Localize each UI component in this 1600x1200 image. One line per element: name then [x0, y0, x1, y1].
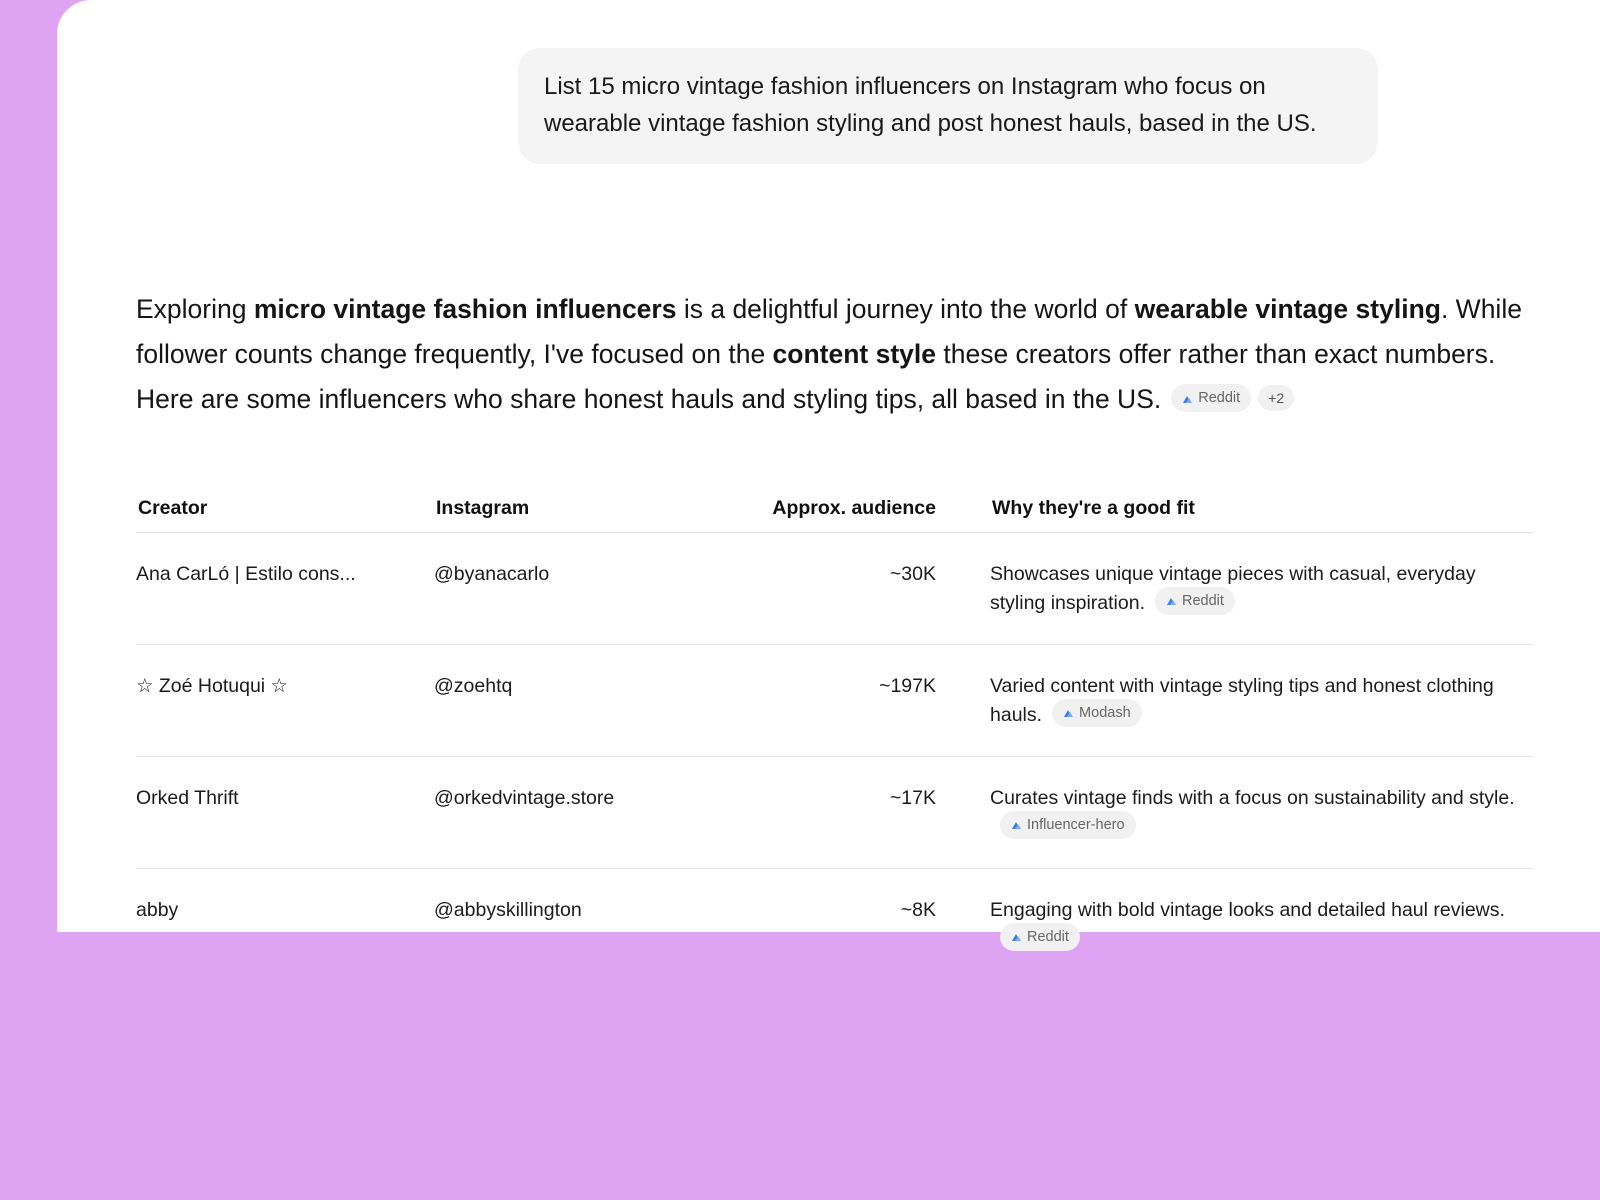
source-favicon-icon — [1012, 932, 1021, 941]
more-sources-chip[interactable]: +2 — [1258, 385, 1294, 411]
audience-cell: ~8K — [900, 899, 936, 921]
source-favicon-icon — [1183, 394, 1192, 403]
why-text: Showcases unique vintage pieces with casual, everyday styling inspiration. — [990, 563, 1476, 614]
table-row — [136, 757, 1533, 869]
header-why: Why they're a good fit — [990, 470, 1533, 533]
creator-cell: ☆ Zoé Hotuqui ☆ — [136, 645, 434, 757]
chat-panel — [57, 0, 1600, 945]
instagram-cell: @byanacarlo — [434, 533, 734, 645]
header-instagram: Instagram — [434, 470, 734, 533]
intro-paragraph — [136, 287, 1556, 422]
source-favicon-icon — [1167, 596, 1176, 605]
why-cell — [990, 757, 1533, 869]
source-chip[interactable] — [1052, 699, 1142, 727]
why-text: Varied content with vintage styling tips and honest clothing hauls. — [990, 675, 1494, 726]
header-audience: Approx. audience — [734, 470, 990, 533]
instagram-cell: @orkedvintage.store — [434, 757, 734, 869]
creator-cell: abby — [136, 899, 179, 921]
intro-text-4: these creators offer rather than exact numbers. Here are some influencers who share honest hauls and styling tips, all based in the US. — [136, 339, 1496, 414]
table-row — [136, 533, 1533, 645]
user-message-bubble — [518, 48, 1378, 164]
source-chip[interactable] — [1000, 811, 1136, 839]
source-favicon-icon — [1064, 708, 1073, 717]
table-row — [136, 645, 1533, 757]
why-text: Engaging with bold vintage looks and detailed haul reviews. — [990, 899, 1505, 921]
audience-cell: ~197K — [734, 645, 990, 757]
intro-bold-1: micro vintage fashion influencers — [253, 294, 677, 324]
header-creator: Creator — [136, 470, 434, 533]
source-chip-label: Modash — [1079, 704, 1131, 721]
creator-cell: Ana CarLó | Estilo cons... — [136, 533, 434, 645]
intro-text-3: . While follower counts change frequently, I've focused on the — [136, 294, 1522, 369]
intro-bold-3: content style — [772, 339, 936, 369]
source-chip-label: Influencer-hero — [1027, 816, 1125, 833]
user-message-text: List 15 micro vintage fashion influencers on Instagram who focus on wearable vintage fashion styling and post honest hauls, based in the US. — [544, 73, 1317, 137]
instagram-cell: @abbyskillington — [434, 899, 582, 921]
why-cell — [990, 533, 1533, 645]
why-text: Curates vintage finds with a focus on sustainability and style. — [990, 787, 1515, 809]
table-row — [136, 869, 1533, 981]
source-chip-label: Reddit — [1198, 390, 1241, 406]
source-chip-reddit[interactable] — [1171, 384, 1251, 412]
instagram-cell: @zoehtq — [434, 645, 734, 757]
audience-cell: ~30K — [734, 533, 990, 645]
assistant-response — [136, 287, 1556, 422]
table-header-row — [136, 470, 1533, 533]
intro-text-2: is a delightful journey into the world of — [676, 294, 1135, 324]
intro-text-1: Exploring — [136, 294, 254, 324]
audience-cell: ~17K — [734, 757, 990, 869]
source-chip-label: Reddit — [1027, 928, 1069, 945]
intro-bold-2: wearable vintage styling — [1134, 294, 1441, 324]
source-favicon-icon — [1012, 820, 1021, 829]
source-chip-label: Reddit — [1182, 592, 1224, 609]
source-chip[interactable] — [1155, 587, 1235, 615]
source-chip[interactable] — [1000, 923, 1080, 951]
why-cell — [990, 869, 1533, 981]
why-cell — [990, 645, 1533, 757]
creator-cell: Orked Thrift — [136, 757, 434, 869]
influencer-table — [136, 470, 1533, 980]
